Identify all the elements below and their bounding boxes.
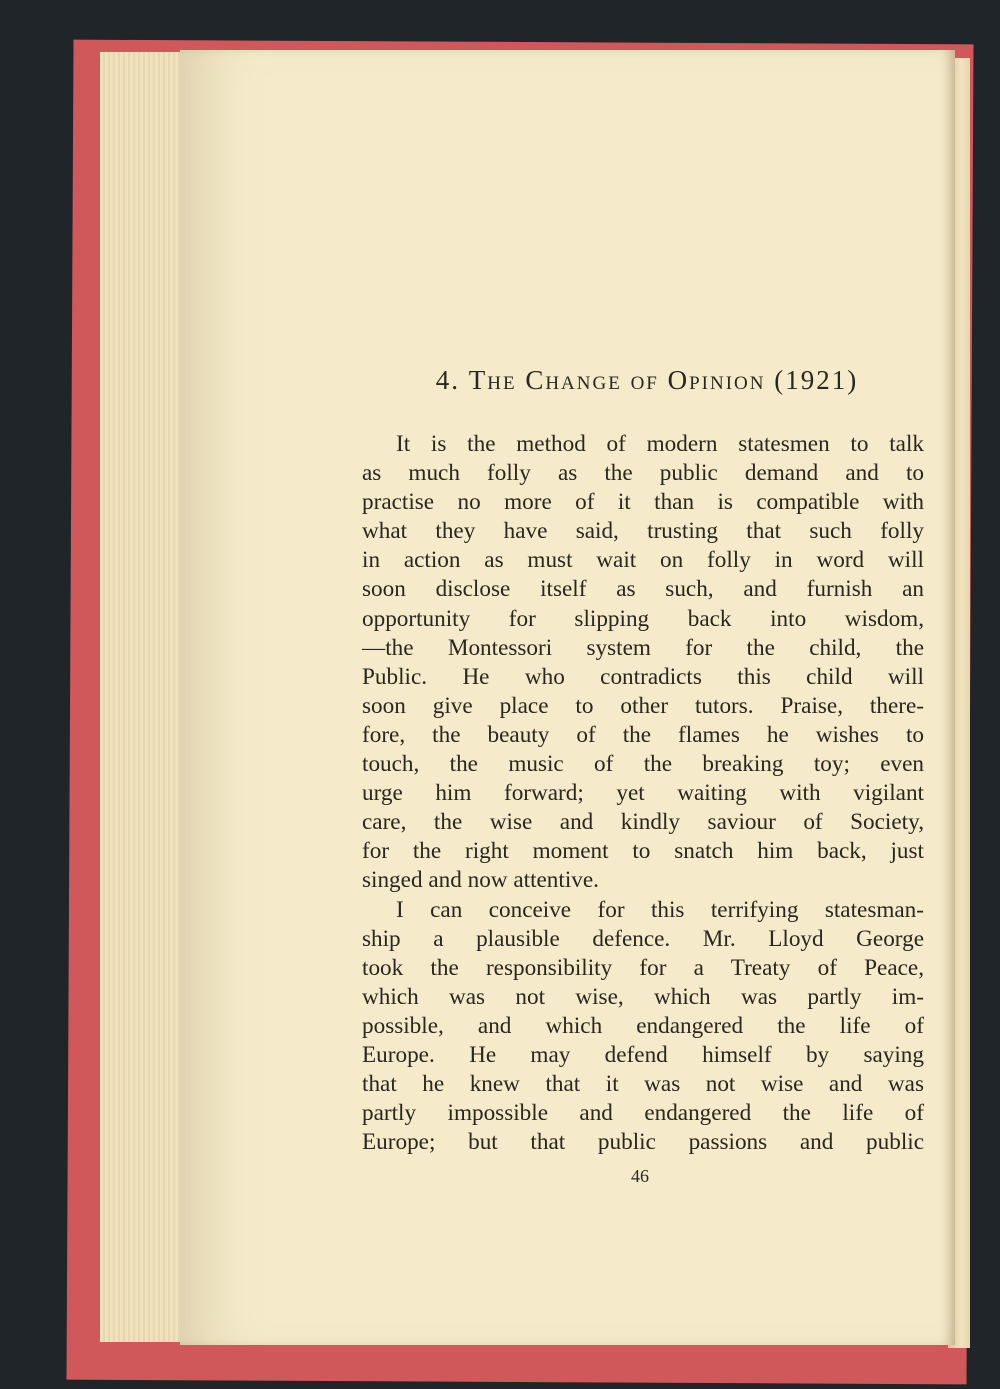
text-line: took the responsibility for a Treaty of Peace,	[362, 954, 924, 981]
text-line: —the Montessori system for the child, the	[362, 634, 924, 661]
text-line: soon give place to other tutors. Praise, there-	[362, 692, 924, 719]
text-line: ship a plausible defence. Mr. Lloyd George	[362, 925, 924, 952]
text-line: Europe; but that public passions and public	[362, 1129, 924, 1156]
chapter-title: The Change of Opinion	[468, 365, 766, 395]
text-line: which was not wise, which was partly im-	[362, 983, 924, 1010]
text-line: practise no more of it than is compatible with	[362, 489, 924, 516]
chapter-year: (1921)	[774, 365, 859, 395]
chapter-number: 4.	[435, 365, 460, 395]
text-line: as much folly as the public demand and to	[362, 460, 924, 487]
text-line: fore, the beauty of the flames he wishes to	[362, 721, 924, 748]
text-line: in action as must wait on folly in word will	[362, 547, 924, 574]
text-line: singed and now attentive.	[362, 867, 599, 894]
text-line: possible, and which endangered the life of	[362, 1012, 924, 1039]
text-line: opportunity for slipping back into wisdom,	[362, 605, 924, 632]
text-line: what they have said, trusting that such folly	[362, 518, 924, 545]
paragraph-1	[362, 430, 924, 896]
text-line: soon disclose itself as such, and furnish an	[362, 576, 924, 603]
text-line: Public. He who contradicts this child will	[362, 663, 924, 690]
text-line: care, the wise and kindly saviour of Society,	[362, 809, 924, 836]
text-line: for the right moment to snatch him back, just	[362, 838, 924, 865]
chapter-heading	[362, 365, 924, 396]
text-line: I can conceive for this terrifying statesman-	[396, 896, 924, 923]
paragraph-2	[362, 896, 924, 1158]
page-text	[362, 365, 924, 1157]
text-line: urge him forward; yet waiting with vigilant	[362, 780, 924, 807]
text-line: It is the method of modern statesmen to talk	[396, 431, 924, 457]
page-number: 46	[631, 1166, 649, 1186]
text-line: Europe. He may defend himself by saying	[362, 1041, 924, 1068]
text-line: that he knew that it was not wise and was	[362, 1071, 924, 1098]
text-line: touch, the music of the breaking toy; even	[362, 751, 924, 778]
text-line: partly impossible and endangered the life of	[362, 1100, 924, 1127]
